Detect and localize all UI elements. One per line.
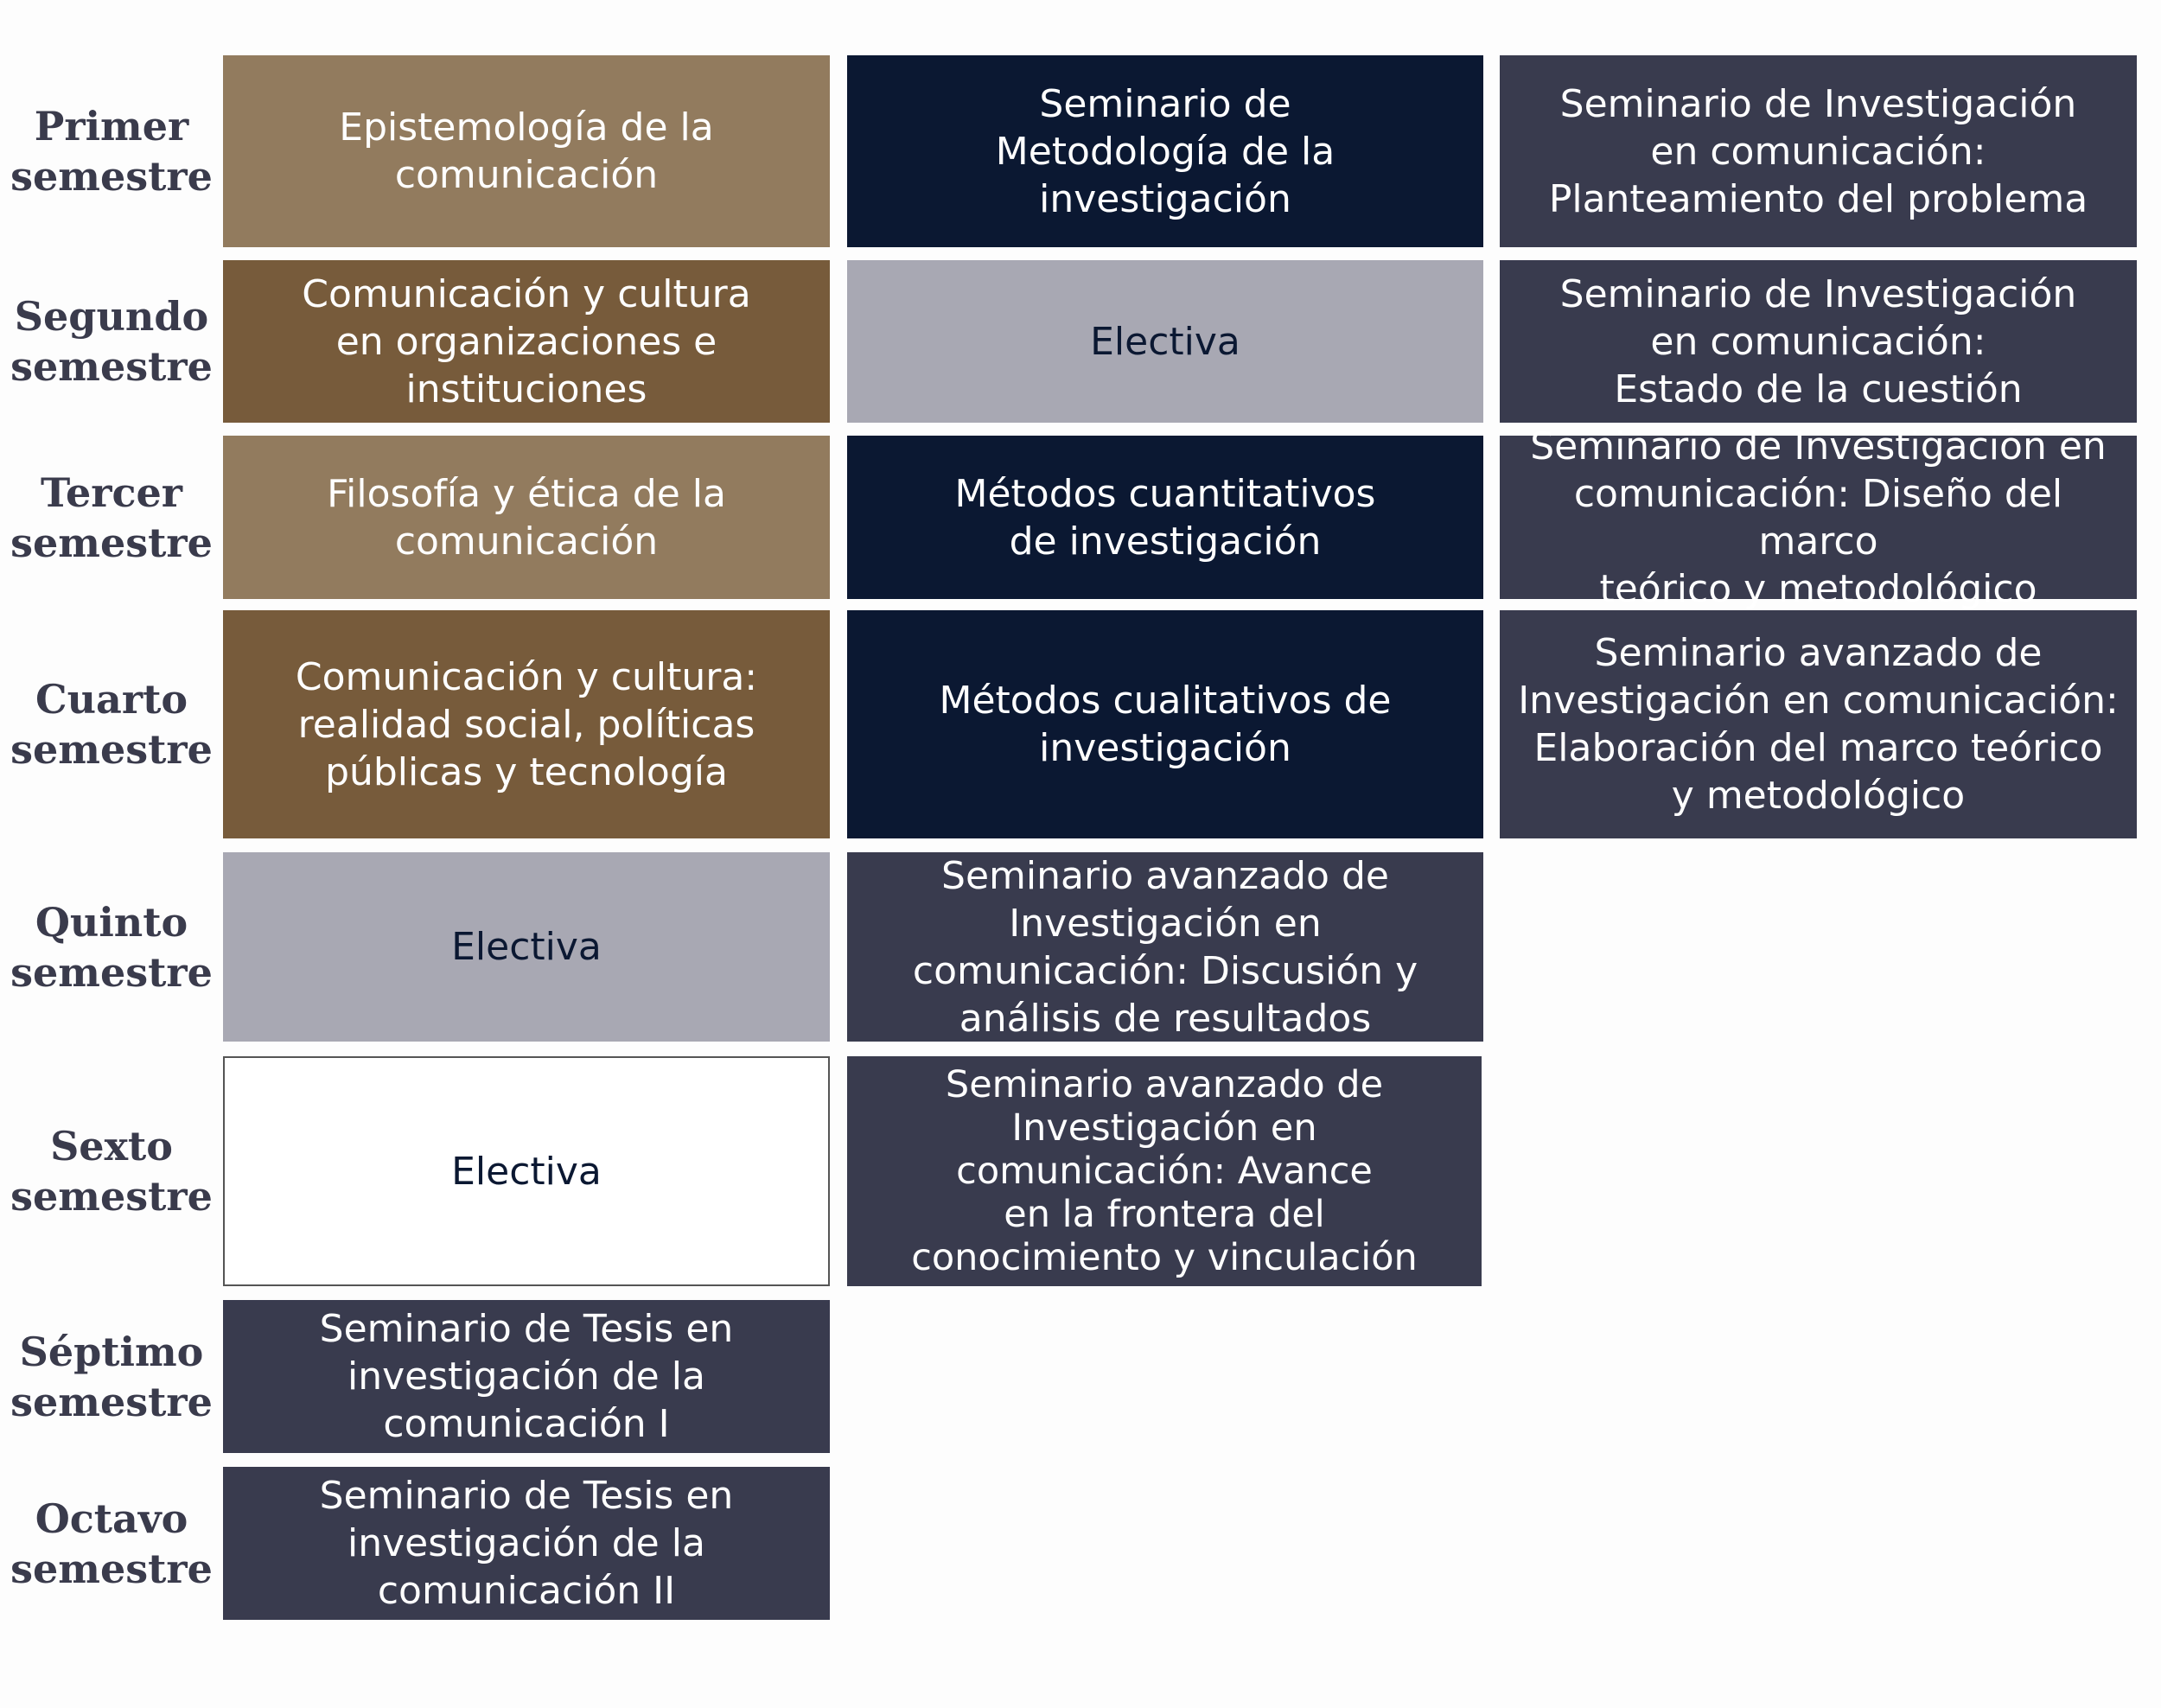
semester-label-line1: Sexto bbox=[50, 1123, 173, 1169]
semester-label-line1: Séptimo bbox=[19, 1328, 204, 1375]
course-label: Electiva bbox=[451, 1149, 602, 1194]
semester-label-line2: semestre bbox=[10, 343, 213, 390]
semester-label-line2: semestre bbox=[10, 948, 213, 996]
course-metodos-cualitativos bbox=[847, 610, 1483, 838]
course-comunicacion-organizaciones bbox=[223, 260, 830, 423]
course-label: Epistemología de la comunicación bbox=[339, 105, 714, 197]
course-seminario-discusion-analisis bbox=[847, 852, 1483, 1042]
course-label: Comunicación y cultura en organizaciones e instituciones bbox=[302, 271, 751, 411]
course-label: Seminario de Investigación en comunicación: Estado de la cuestión bbox=[1559, 271, 2077, 411]
semester-label-3 bbox=[0, 436, 223, 599]
semester-label-line2: semestre bbox=[10, 726, 213, 773]
semester-label-2 bbox=[0, 260, 223, 423]
semester-label-line1: Quinto bbox=[35, 898, 188, 946]
course-label: Comunicación y cultura: realidad social, políticas públicas y tecnología bbox=[295, 654, 758, 794]
semester-label-line1: Cuarto bbox=[35, 676, 188, 723]
course-seminario-frontera-conocimiento bbox=[847, 1056, 1482, 1286]
course-seminario-tesis-1 bbox=[223, 1300, 830, 1453]
course-filosofia-etica bbox=[223, 436, 830, 599]
course-metodos-cuantitativos bbox=[847, 436, 1483, 599]
course-label: Seminario avanzado de Investigación en comunicación: Avance en la frontera del conocimiento y vinculación bbox=[911, 1063, 1418, 1279]
course-label: Seminario avanzado de Investigación en comunicación: Discusión y análisis de resultados bbox=[912, 853, 1418, 1041]
course-label: Métodos cuantitativos de investigación bbox=[954, 471, 1376, 564]
semester-label-5 bbox=[0, 852, 223, 1042]
course-electiva-2 bbox=[847, 260, 1483, 423]
course-seminario-planteamiento bbox=[1500, 55, 2137, 247]
course-label: Seminario de Investigación en comunicación: Diseño del marco teórico y metodológico bbox=[1530, 424, 2107, 611]
semester-label-line2: semestre bbox=[10, 519, 213, 566]
course-comunicacion-realidad-social bbox=[223, 610, 830, 838]
semester-label-6 bbox=[0, 1056, 223, 1286]
course-epistemologia bbox=[223, 55, 830, 247]
course-label: Seminario de Tesis en investigación de la comunicación II bbox=[319, 1474, 734, 1613]
semester-label-line1: Segundo bbox=[14, 293, 209, 340]
semester-label-line2: semestre bbox=[10, 1545, 213, 1592]
semester-label-4 bbox=[0, 610, 223, 838]
semester-label-line1: Primer bbox=[34, 103, 189, 150]
course-seminario-elaboracion-marco bbox=[1500, 610, 2137, 838]
semester-label-7 bbox=[0, 1300, 223, 1453]
course-seminario-estado-cuestion bbox=[1500, 260, 2137, 423]
semester-label-line1: Tercer bbox=[41, 468, 182, 516]
semester-label-8 bbox=[0, 1467, 223, 1620]
semester-label-line1: Octavo bbox=[35, 1494, 188, 1542]
semester-label-line2: semestre bbox=[10, 1173, 213, 1220]
course-seminario-diseno-marco bbox=[1500, 424, 2137, 611]
semester-label-1 bbox=[0, 55, 223, 247]
semester-label-line2: semestre bbox=[10, 153, 213, 200]
semester-label-line2: semestre bbox=[10, 1378, 213, 1425]
course-label: Filosofía y ética de la comunicación bbox=[327, 471, 726, 564]
course-label: Seminario de Metodología de la investigación bbox=[995, 81, 1335, 221]
course-seminario-metodologia bbox=[847, 55, 1483, 247]
course-label: Electiva bbox=[451, 925, 602, 969]
course-electiva-5 bbox=[223, 852, 830, 1042]
course-label: Seminario de Investigación en comunicación: Planteamiento del problema bbox=[1548, 81, 2088, 221]
course-label: Seminario avanzado de Investigación en comunicación: Elaboración del marco teórico y metodológico bbox=[1518, 631, 2119, 818]
course-seminario-tesis-2 bbox=[223, 1467, 830, 1620]
course-electiva-6 bbox=[223, 1056, 830, 1286]
course-label: Seminario de Tesis en investigación de la comunicación I bbox=[319, 1307, 734, 1446]
course-label: Métodos cualitativos de investigación bbox=[939, 679, 1392, 770]
course-label: Electiva bbox=[1090, 319, 1240, 364]
